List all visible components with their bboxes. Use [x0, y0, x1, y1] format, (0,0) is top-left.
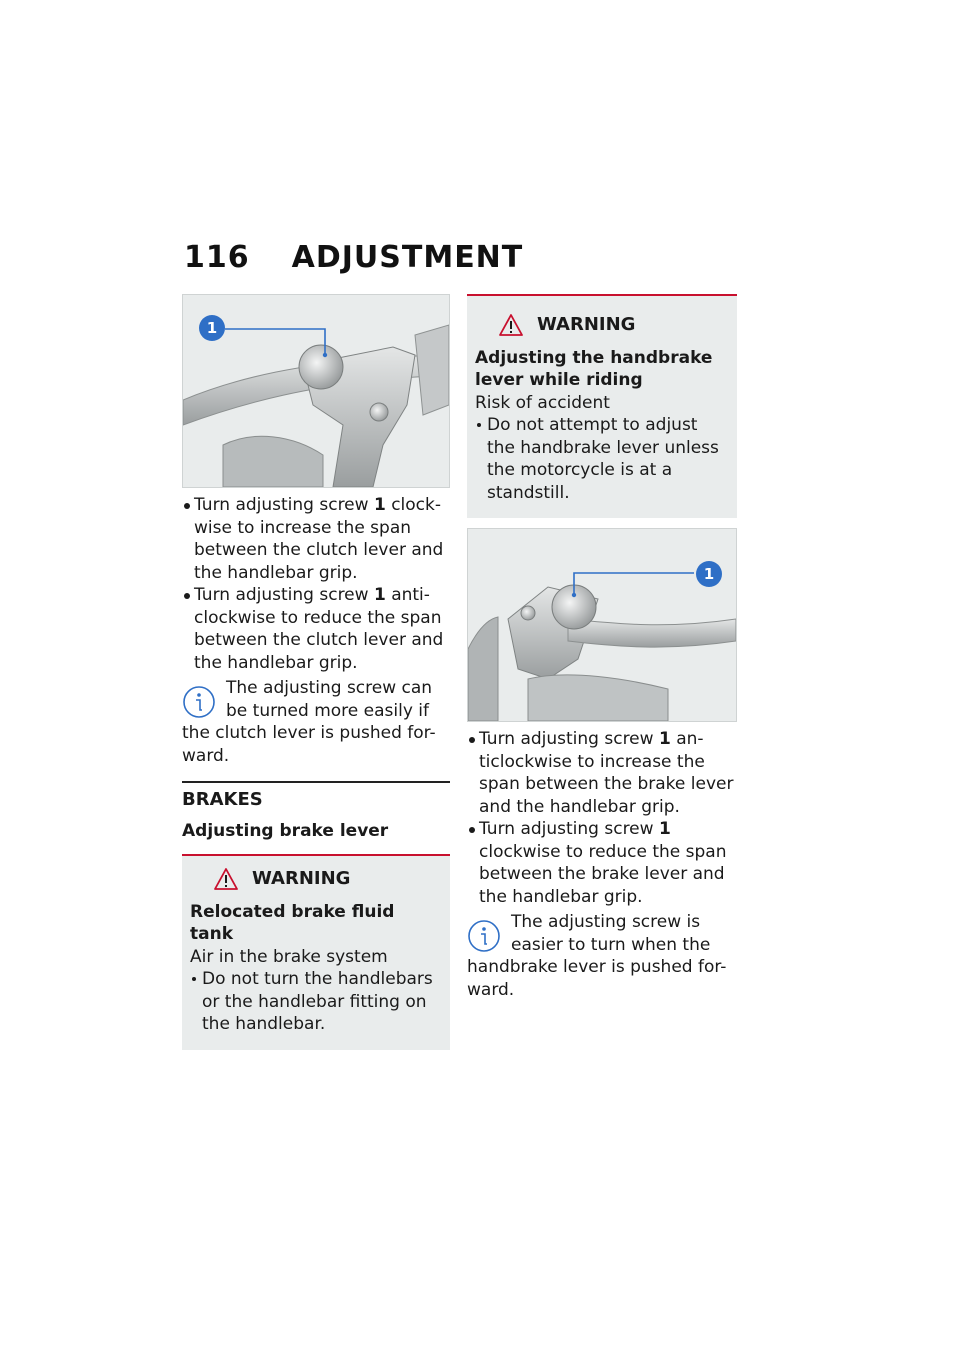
list-item: Do not attempt to adjust the handbrake lever unless the motorcycle is at a standstill. — [475, 414, 729, 504]
info-note — [182, 677, 450, 767]
page-title: ADJUSTMENT — [291, 240, 524, 275]
warning-box — [182, 854, 450, 1050]
section-title: BRAKES — [182, 789, 263, 810]
right-column — [467, 294, 737, 1001]
warning-title: Relocated brake fluid tank — [190, 901, 395, 944]
brake-steps-list — [467, 728, 737, 908]
brake-lever-illustration — [468, 529, 736, 721]
clutch-lever-figure — [182, 294, 450, 488]
warning-list — [190, 968, 442, 1036]
warning-risk: Air in the brake system — [190, 946, 388, 967]
warning-icon — [214, 868, 238, 890]
list-item: Turn adjusting screw 1 anti-clockwise to reduce the span between the clutch lever and the handlebar grip. — [182, 584, 450, 674]
clutch-steps-list — [182, 494, 450, 674]
left-column — [182, 294, 450, 1050]
page-number: 116 — [184, 240, 250, 275]
list-item: Turn adjusting screw 1 clockwise to reduce the span between the brake lever and the handlebar grip. — [467, 818, 737, 908]
list-item: Turn adjusting screw 1 an-ticlockwise to increase the span between the brake lever and the handlebar grip. — [467, 728, 737, 818]
brake-lever-figure — [467, 528, 737, 722]
warning-header — [214, 868, 442, 891]
warning-title: Adjusting the handbrake lever while riding — [475, 347, 713, 390]
callout-1: 1 — [199, 315, 225, 341]
warning-label: WARNING — [537, 314, 636, 335]
info-icon — [467, 919, 501, 953]
list-item: Turn adjusting screw 1 clock-wise to increase the span between the clutch lever and the handlebar grip. — [182, 494, 450, 584]
warning-list — [475, 414, 729, 504]
page-header — [184, 240, 523, 275]
warning-box — [467, 294, 737, 518]
subsection-title: Adjusting brake lever — [182, 820, 389, 841]
note-text: The adjusting screw can be turned more easily if the clutch lever is pushed for-ward. — [182, 678, 436, 766]
warning-label: WARNING — [252, 868, 351, 889]
list-item: Do not turn the handlebars or the handlebar fitting on the handlebar. — [190, 968, 442, 1036]
warning-header — [499, 314, 729, 337]
warning-risk: Risk of accident — [475, 392, 610, 413]
section-divider — [182, 781, 450, 783]
callout-1: 1 — [696, 561, 722, 587]
warning-icon — [499, 314, 523, 336]
info-note — [467, 911, 737, 1001]
info-icon — [182, 685, 216, 719]
note-text: The adjusting screw is easier to turn when the handbrake lever is pushed for-ward. — [467, 912, 727, 1000]
